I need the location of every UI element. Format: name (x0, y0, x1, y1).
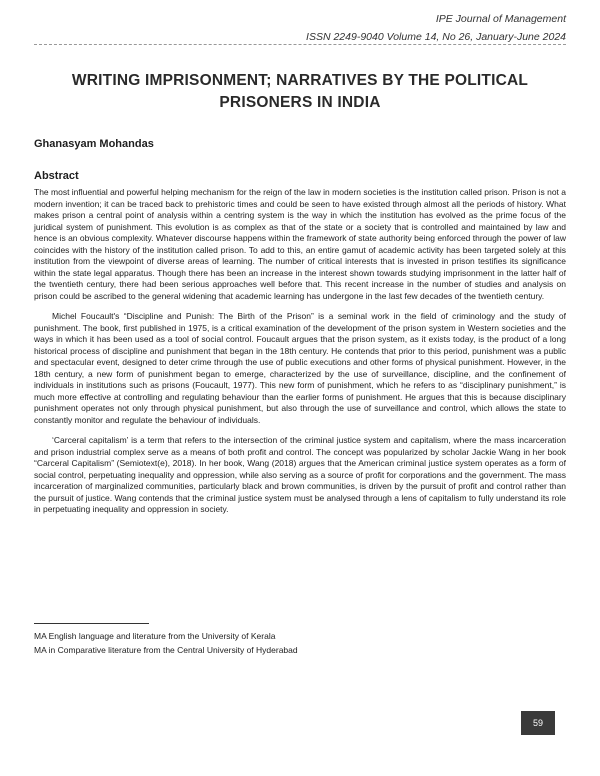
footnotes (34, 629, 298, 657)
paragraph-3: ‘Carceral capitalism’ is a term that refers to the intersection of the criminal justice system and capitalism, where the mass incarceration and prison industrial complex serve as a means of both profit and control. The concept was popularized by scholar Jackie Wang in her book “Carceral Capitalism” (Semiotext(e), 2018). In her book, Wang (2018) argues that the American criminal justice system operates as a form of social control, perpetuating inequality and oppression, while also serving as a source of profit for corporations and the government. The mass incarceration of marginalized communities, particularly black and brown communities, is driven by the pursuit of profit and control rather than the pursuit of justice. Wang contends that the criminal justice system must be analysed through a lens of capitalism to fully understand its role in perpetuating inequality and oppression in society. (34, 435, 566, 514)
header-divider (34, 44, 566, 45)
paragraph-2: Michel Foucault's “Discipline and Punish: The Birth of the Prison” is a seminal work in the field of criminology and the study of punishment. The book, first published in 1975, is a critical examination of the development of the prison system in Western societies and the ways in which it has been used as a tool of social control. Foucault argues that the prison system, as it exists today, is the product of a long historical process of discipline and punishment that began in the 18th century. He contends that prior to this period, punishment was a public and spectacular event, designed to deter crime through the use of public executions and other forms of physical punishment. However, in the 18th century, a new form of punishment began to emerge, characterized by the use of surveillance, discipline, and the confinement of individuals in institutions such as prisons (Foucault, 1977). This new form of punishment, which he refers to as “disciplinary punishment,” is much more effective at controlling and regulating behaviour than the earlier forms of punishment. He argues that this is because disciplinary punishment operates not only through physical punishment, but also through the use of surveillance and control, which allows the state to constantly monitor and regulate the behaviour of individuals. (34, 311, 566, 425)
footnote-2: MA in Comparative literature from the Central University of Hyderabad (34, 645, 298, 655)
article-body (34, 187, 566, 525)
article-author: Ghanasyam Mohandas (34, 138, 154, 150)
article-title: WRITING IMPRISONMENT; NARRATIVES BY THE POLITICAL PRISONERS IN INDIA (71, 72, 529, 111)
journal-name: IPE Journal of Management (435, 13, 566, 25)
page-number: 59 (521, 711, 555, 735)
paragraph-1: The most influential and powerful helping mechanism for the reign of the law in modern societies is the institution called prison. Prison is not a modern invention; it can be traced back to prehistoric times and could be seen to have existed through almost all the periods of history. What makes prison a central point of analysis within a centring system is the way in which the institution has evolved as the prime focus of the juridical system of punishment. This evolution is as complex as that of the state or a society that is controlled and maintained by law and hence is an obvious complexity. Whatever discourse happens within the framework of state authority being enforced through the power of law coincides with the history of the institution called prison. To add to this, an entire gamut of academic activity has been targeted solely at this institution from the viewpoint of diverse areas of learning. The number of critical interests that is invested in prison testifies its significance within the state legal apparatus. Though there has been an increase in the interest shown towards studying imprisonment in the latter half of the twentieth century, there had been serious approaches well before that. This recent increase in the number of studies and analysis on prison could be ascribed to the general widening that academic learning has undergone in the last few decades of the twentieth century. (34, 187, 567, 301)
abstract-heading: Abstract (34, 170, 79, 182)
journal-issn-volume: ISSN 2249-9040 Volume 14, No 26, January-June 2024 (306, 31, 566, 43)
footnote-1: MA English language and literature from the University of Kerala (34, 631, 276, 641)
footnote-divider (34, 623, 149, 624)
